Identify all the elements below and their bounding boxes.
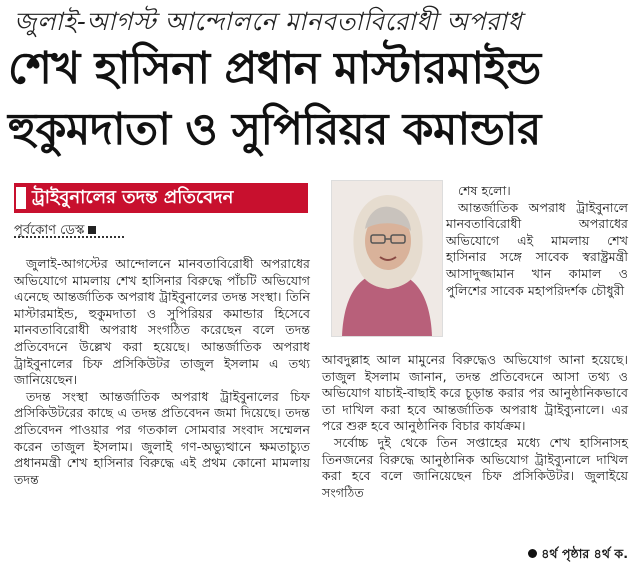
byline bbox=[14, 221, 96, 242]
square-icon bbox=[88, 226, 96, 234]
headline-line-1: শেখ হাসিনা প্রধান মাস্টারমাইন্ড bbox=[8, 43, 541, 94]
bullet-icon bbox=[528, 549, 537, 558]
left-paragraph-1: জুলাই-আগস্টের আন্দোলনে মানবতাবিরোধী অপরাধের অভিযোগে মামলায় শেখ হাসিনার বিরুদ্ধে পাঁচটি অভিযোগ এনেছে আন্তর্জাতিক অপরাধ ট্রাইবুনালের তদন্ত সংস্থা। তিনি মাস্টারমাইন্ড, হুকুমদাতা ও সুপিরিয়র কমান্ডার হিসেবে মানবতাবিরোধী অপরাধ সংগঠিত করেছেন বলে তদন্ত প্রতিবেদনে উল্লেখ করা হয়েছে। আন্তর্জাতিক অপরাধ ট্রাইবুনালের চিফ প্রসিকিউটর তাজুল ইসলাম এ তথ্য জানিয়েছেন। bbox=[14, 256, 310, 388]
bottom-paragraph-1: আবদুল্লাহ আল মামুনের বিরুদ্ধেও অভিযোগ আনা হয়েছে। তাজুল ইসলাম জানান, তদন্ত প্রতিবেদনে আসা তথ্য ও অভিযোগ যাচাই-বাছাই করে চূড়ান্ত করার পর আনুষ্ঠানিকভাবে তা দাখিল করা হবে আন্তর্জাতিক অপরাধ ট্রাইব্যুনালে। এর পরে শুরু হবে আনুষ্ঠানিক বিচার কার্যক্রম। bbox=[322, 352, 628, 434]
continuation-text: ৪র্থ পৃষ্ঠার ৪র্থ ক. bbox=[541, 546, 628, 561]
right-paragraph: আন্তর্জাতিক অপরাধ ট্রাইবুনালে মানবতাবিরোধী অপরাধের অভিযোগে এই মামলায় শেখ হাসিনার সঙ্গে সাবেক স্বরাষ্ট্রমন্ত্রী আসাদুজ্জামান খান কামাল ও পুলিশের সাবেক মহাপরিদর্শক চৌধুরী bbox=[446, 199, 628, 298]
banner-label: ট্রাইবুনালের তদন্ত প্রতিবেদন bbox=[32, 186, 234, 208]
byline-text: পূর্বকোণ ডেস্ক bbox=[14, 223, 85, 238]
bottom-paragraph-2: সর্বোচ্চ দুই থেকে তিন সপ্তাহের মধ্যে শেখ হাসিনাসহ তিনজনের বিরুদ্ধে আনুষ্ঠানিক অভিযোগ ট্রাইব্যুনালে দাখিল করা হবে বলে জানিয়েছেন চিফ প্রসিকিউটর। জুলাইয়ে সংগঠিত bbox=[322, 434, 628, 500]
section-banner bbox=[14, 183, 308, 213]
left-paragraph-2: তদন্ত সংস্থা আন্তর্জাতিক অপরাধ ট্রাইবুনালের চিফ প্রসিকিউটরের কাছে এ তদন্ত প্রতিবেদন জমা দিয়েছে। তদন্ত প্রতিবেদন পাওয়ার পর গতকাল সোমবার সংবাদ সম্মেলন করেন তাজুল ইসলাম। জুলাই গণ-অভ্যুত্থানে ক্ষমতাচ্যুত প্রধানমন্ত্রী শেখ হাসিনার বিরুদ্ধে এই প্রথম কোনো মামলায় তদন্ত bbox=[14, 388, 310, 487]
portrait-image bbox=[332, 181, 442, 336]
continuation-note bbox=[528, 546, 628, 566]
portrait-photo bbox=[331, 180, 443, 337]
headline-line-2: হুকুমদাতা ও সুপিরিয়র কমান্ডার bbox=[8, 104, 541, 155]
left-column bbox=[14, 256, 310, 488]
dotted-divider bbox=[14, 236, 124, 238]
right-line-1: শেষ হলো। bbox=[458, 183, 511, 198]
bottom-column bbox=[322, 352, 628, 501]
kicker-line: জুলাই-আগস্ট আন্দোলনে মানবতাবিরোধী অপরাধ bbox=[14, 7, 522, 36]
right-column bbox=[446, 183, 628, 299]
banner-marker bbox=[16, 187, 26, 209]
